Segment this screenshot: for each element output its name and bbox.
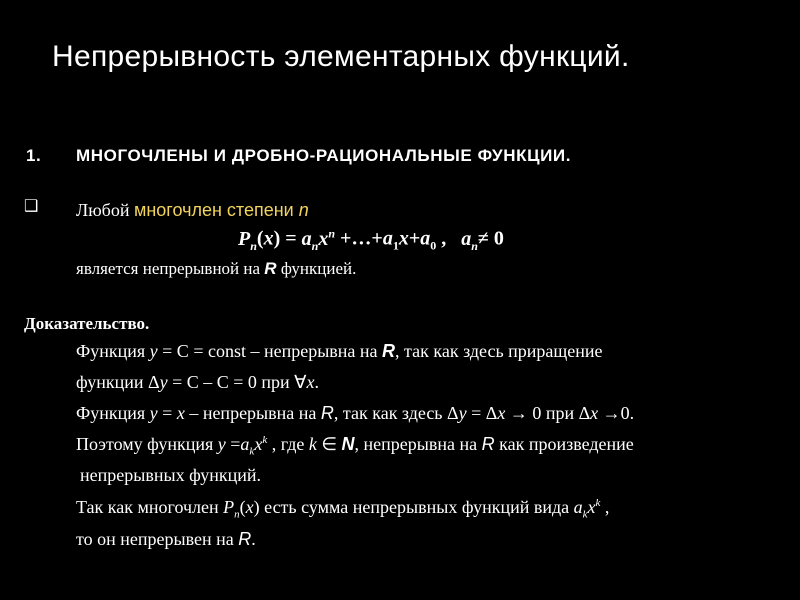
proof-line-7: то он непрерывен на R.: [76, 529, 256, 549]
polynomial-formula: $P_n(x) = a_nx^n$ $+\dots+a_1x+a_0$ , $a_n\ne 0$: [238, 226, 504, 253]
set-R: R: [264, 259, 277, 278]
poly-degree-text: многочлен степени: [133, 200, 299, 220]
slide-title: Непрерывность элементарных функций.: [52, 40, 630, 73]
proof-line-5: непрерывных функций.: [80, 465, 262, 485]
proof-line-1: Функция y = C = const – непрерывна на R, так как здесь приращение: [76, 341, 603, 361]
degree-n: n: [298, 200, 309, 220]
heading-number: 1.: [26, 146, 42, 165]
section-heading: [26, 146, 571, 166]
proof-label: Доказательство.: [24, 314, 150, 333]
statement-line-1: [76, 200, 309, 221]
proof-line-3: Функция y = x – непрерывна на R, так как здесь Δy = Δx → 0 при Δx →0.: [76, 403, 635, 423]
proof-line-2: функции Δy = C – C = 0 при ∀x.: [76, 372, 319, 392]
statement-line-2: является непрерывной на R функцией.: [76, 259, 357, 278]
heading-text: МНОГОЧЛЕНЫ И ДРОБНО-РАЦИОНАЛЬНЫЕ ФУНКЦИИ.: [76, 146, 572, 165]
any-text: Любой: [76, 200, 134, 220]
square-bullet-icon: ❑: [24, 196, 39, 215]
proof-line-4: Поэтому функция $y =a_kx^k$ , где k ∈ N, непрерывна на R как произведение: [76, 434, 634, 458]
proof-line-6: Так как многочлен $P_n(x)$ есть сумма непрерывных функций вида $a_kx^k$ ,: [76, 497, 610, 521]
